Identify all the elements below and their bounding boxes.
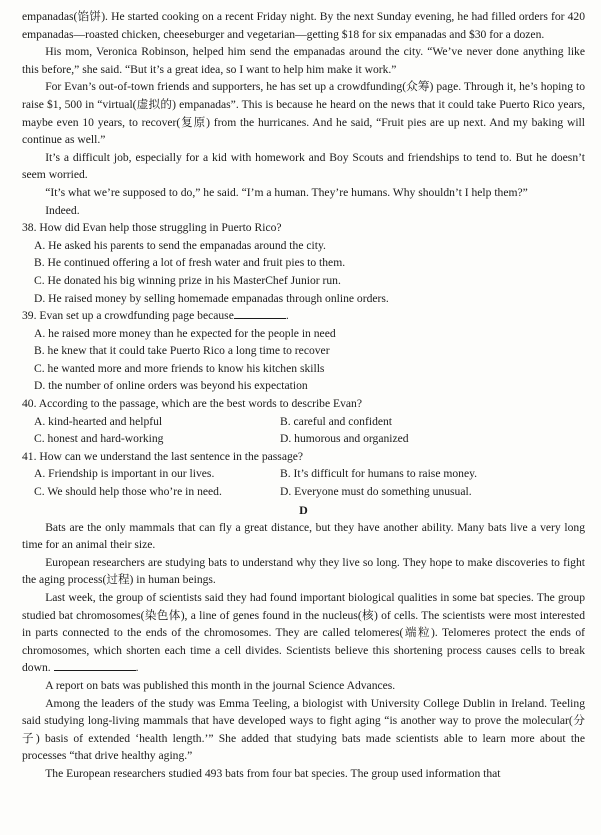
option-d: D. humorous and organized: [280, 432, 409, 446]
section-heading: D: [299, 502, 308, 517]
option-a: A. he raised more money than he expected for the people in need: [34, 326, 336, 340]
question-40: [22, 395, 585, 448]
paragraph: For Evan’s out-of-town friends and supporters, he has set up a crowdfunding(众筹) page. Through it, he’s hoping to raise $1, 500 in “virtual(虚拟的) empanadas”. This is because he heard on the news that it could take Puerto Rico years, maybe even 10 years, to recover(复原) from the hurricanes. And he said, “Fruit pies are up next. And my baking will continue as well.”: [22, 80, 585, 147]
paragraph: His mom, Veronica Robinson, helped him send the empanadas around the city. “We’ve never done anything like this before,” she said. “But it’s a great idea, so I want to help him make it work.”: [22, 45, 585, 76]
paragraph: Among the leaders of the study was Emma Teeling, a biologist with University College Dublin in Ireland. Teeling said studying long-living mammals that have developed ways to fight aging “is another way to prove the molecular(分子) basis of extended ‘health length.’” She added that studying bats made scientists able to learn more about the processes “that drive healthy aging.”: [22, 696, 585, 763]
option-a: A. kind-hearted and helpful: [34, 414, 163, 428]
question-39: [22, 307, 585, 395]
option-b: B. careful and confident: [280, 414, 393, 428]
option-a: A. Friendship is important in our lives.: [34, 467, 215, 481]
answer-blank: [54, 659, 136, 671]
option-d: D. the number of online orders was beyond his expectation: [34, 379, 308, 393]
paragraph: The European researchers studied 493 bats from four bat species. The group used information that: [45, 766, 501, 780]
passage-c: [22, 8, 585, 219]
paragraph: empanadas(馅饼). He started cooking on a recent Friday night. By the next Sunday evening, he had filled orders for 420 empanadas—roasted chicken, cheeseburger and vegetarian—getting $18 for six empanadas and $30 for a dozen.: [22, 10, 585, 41]
option-b: B. It’s difficult for humans to raise money.: [280, 467, 478, 481]
question-stem: 39. Evan set up a crowdfunding page because .: [22, 309, 289, 323]
option-d: D. He raised money by selling homemade empanadas through online orders.: [34, 291, 389, 305]
paragraph: European researchers are studying bats to understand why they live so long. They hope to make discoveries to fight the aging process(过程) in human beings.: [22, 555, 585, 587]
answer-blank: [234, 307, 286, 319]
option-b: B. He continued offering a lot of fresh water and fruit pies to them.: [34, 256, 346, 270]
question-41: [22, 448, 585, 501]
passage-d: [22, 519, 585, 783]
question-stem: 38. How did Evan help those struggling in Puerto Rico?: [22, 221, 282, 235]
paragraph: Bats are the only mammals that can fly a great distance, but they have another ability. Many bats live a very long time for an animal their size.: [22, 520, 585, 552]
paragraph: Indeed.: [45, 203, 80, 217]
question-stem: 40. According to the passage, which are the best words to describe Evan?: [22, 397, 362, 411]
paragraph: A report on bats was published this month in the journal Science Advances.: [45, 678, 396, 692]
option-c: C. honest and hard-working: [34, 432, 164, 446]
option-c: C. he wanted more and more friends to know his kitchen skills: [34, 361, 325, 375]
question-38: [22, 219, 585, 307]
option-c: C. He donated his big winning prize in his MasterChef Junior run.: [34, 273, 341, 287]
paragraph: It’s a difficult job, especially for a kid with homework and Boy Scouts and friendships to tend to. But he doesn’t seem worried.: [22, 150, 585, 182]
option-d: D. Everyone must do something unusual.: [280, 485, 472, 499]
option-b: B. he knew that it could take Puerto Rico a long time to recover: [34, 344, 330, 358]
option-a: A. He asked his parents to send the empanadas around the city.: [34, 238, 326, 252]
paragraph: “It’s what we’re supposed to do,” he said. “I’m a human. They’re humans. Why shouldn’t I help them?”: [45, 185, 528, 199]
question-stem: 41. How can we understand the last sentence in the passage?: [22, 449, 304, 463]
paragraph: Last week, the group of scientists said they had found important biological qualities in some bat species. The group studied bat chromosomes(染色体), a line of genes found in the nucleus(核) of cells. The scientists were most interested in parts connected to the ends of the chromosomes. They are called telomeres(端粒). Telomeres protect the ends of chromosomes, which shorten each time a cell divides. Scientists believe this shortening process causes cells to break down. .: [22, 591, 585, 675]
option-c: C. We should help those who’re in need.: [34, 485, 222, 499]
